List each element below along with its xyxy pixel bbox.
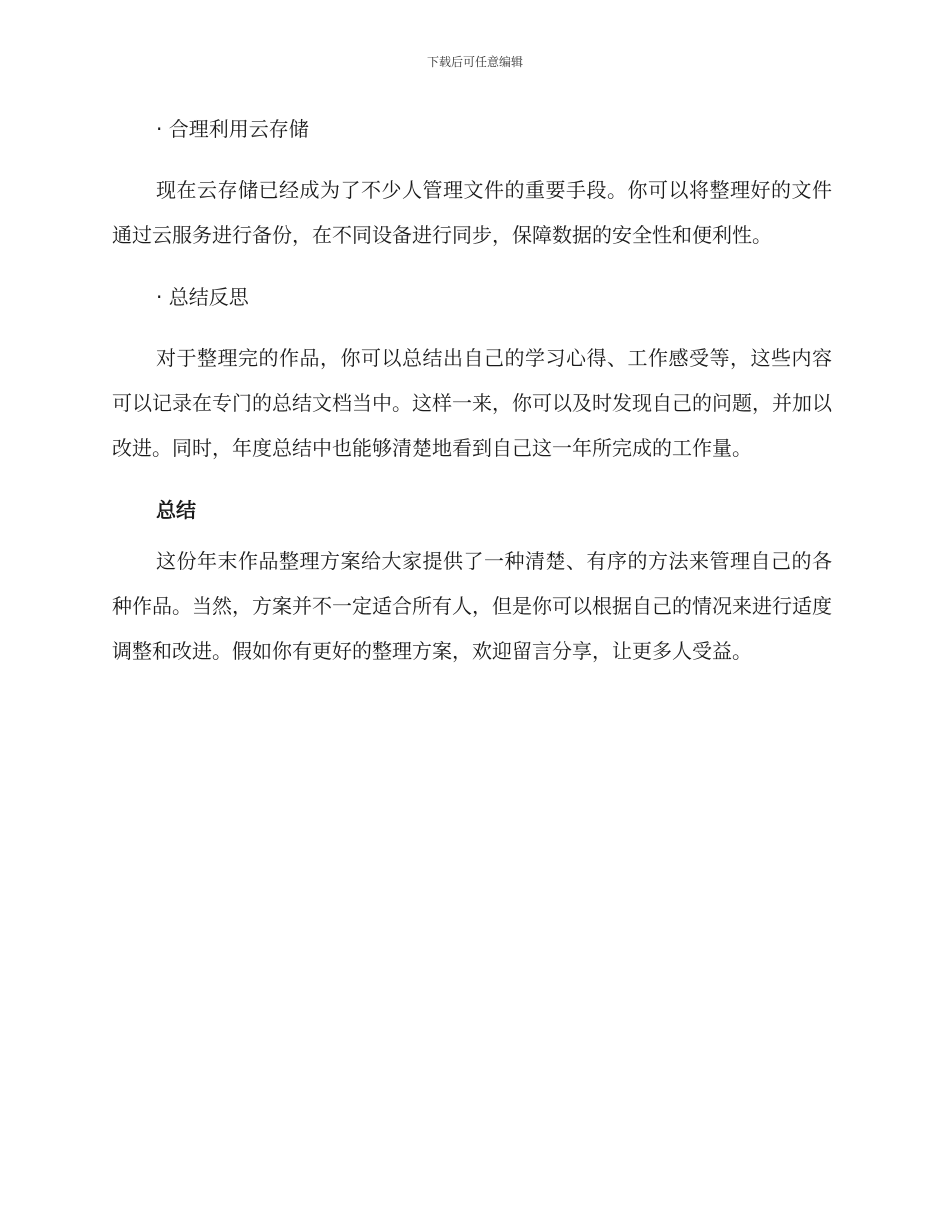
section-heading-summary: 总结	[156, 498, 196, 522]
bullet-cloud-storage: · 合理利用云存储	[156, 117, 309, 141]
paragraph-summary-reflection: 对于整理完的作品，你可以总结出自己的学习心得、工作感受等，这些内容可以记录在专门的总结文档当中。这样一来，你可以及时发现自己的问题，并加以改进。同时，年度总结中也能够清楚地看到自己这一年所完成的工作量。	[112, 346, 832, 460]
bullet-summary-reflection: · 总结反思	[156, 285, 249, 309]
header-note: 下载后可任意编辑	[426, 55, 523, 69]
document-body	[112, 112, 832, 696]
paragraph-summary: 这份年末作品整理方案给大家提供了一种清楚、有序的方法来管理自己的各种作品。当然，方案并不一定适合所有人，但是你可以根据自己的情况来进行适度调整和改进。假如你有更好的整理方案，欢迎留言分享，让更多人受益。	[112, 549, 832, 663]
paragraph-cloud-storage: 现在云存储已经成为了不少人管理文件的重要手段。你可以将整理好的文件通过云服务进行备份，在不同设备进行同步，保障数据的安全性和便利性。	[112, 178, 832, 247]
